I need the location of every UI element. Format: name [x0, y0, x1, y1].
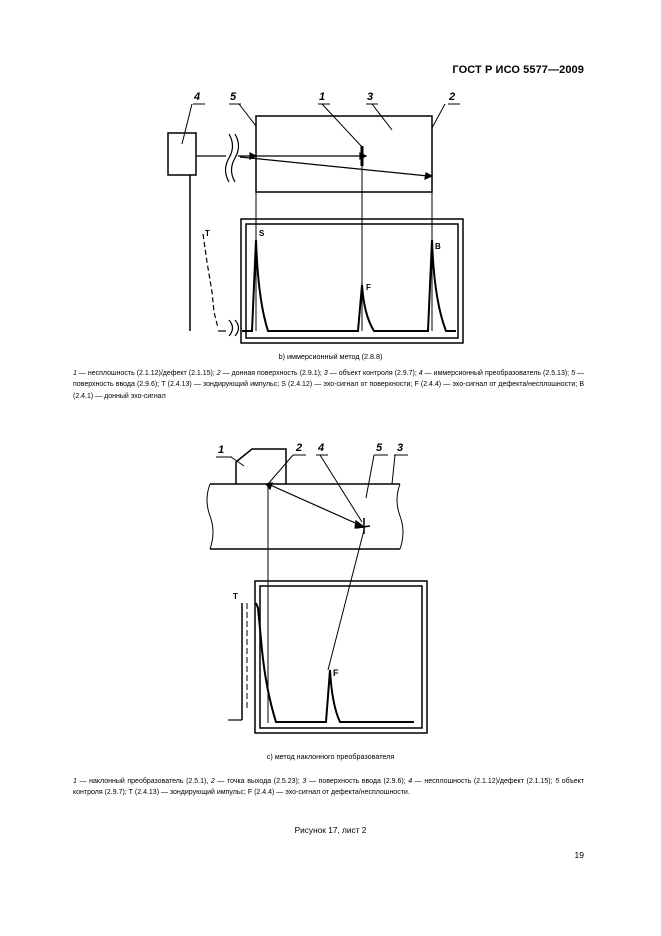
signal-label-f: F — [366, 283, 371, 292]
callout-c-4: 4 — [318, 442, 325, 454]
scope-screen-outer-c — [255, 581, 427, 733]
callout-c-1: 1 — [218, 444, 225, 456]
callout-c-3: 3 — [397, 442, 404, 454]
angle-probe — [236, 449, 286, 484]
figure-caption: Рисунок 17, лист 2 — [294, 825, 367, 835]
callout-c-5: 5 — [376, 442, 383, 454]
callout-5: 5 — [230, 91, 237, 103]
callout-2: 2 — [449, 91, 456, 103]
callout-3: 3 — [367, 91, 374, 103]
signal-label-c-t: T — [233, 592, 238, 601]
figure-c-legend: 1 — наклонный преобразователь (2.5.1), 2 — точка выхода (2.5.23); 3 — поверхность ввода (2.9.6); 4 — несплошность (2.1.12)/дефект (2.1.15); 5 объект контроля (2.9.7); Т (2.4.13) — зондирующий импульс; F (2.4.4) — эхо-сигнал от дефекта/несплошности. — [73, 778, 585, 797]
signal-label-b: B — [435, 242, 441, 251]
callout-4: 4 — [194, 91, 201, 103]
figure-b-caption: b) иммерсионный метод (2.8.8) — [278, 352, 383, 361]
test-object-c — [210, 484, 400, 549]
signal-label-s: S — [259, 229, 265, 238]
scope-screen-inner-c — [260, 586, 422, 728]
a-scan-trace-c — [256, 603, 414, 722]
signal-label-c-f: F — [333, 668, 339, 678]
figure-c-caption: c) метод наклонного преобразователя — [266, 752, 395, 761]
figure-b-legend: 1 — несплошность (2.1.12)/дефект (2.1.15); 2 — донная поверхность (2.9.1); 3 — объект контроля (2.9.7); 4 — иммерсионный преобразователь (2.5.13); 5 — поверхность ввода (2.9.6); Т (2.4.13) — зондирующий импульс; S (2.4.12) — эхо-сигнал от поверхности; F (2.4.4) — эхо-сигнал от дефекта/несплошности; В (2.4.1) — донный эхо-сигнал — [73, 370, 585, 400]
standard-number: ГОСТ Р ИСО 5577—2009 — [452, 64, 584, 76]
page-number: 19 — [574, 850, 584, 860]
callout-1: 1 — [319, 91, 326, 103]
signal-label-t: T — [205, 229, 210, 238]
callout-c-2: 2 — [296, 442, 303, 454]
